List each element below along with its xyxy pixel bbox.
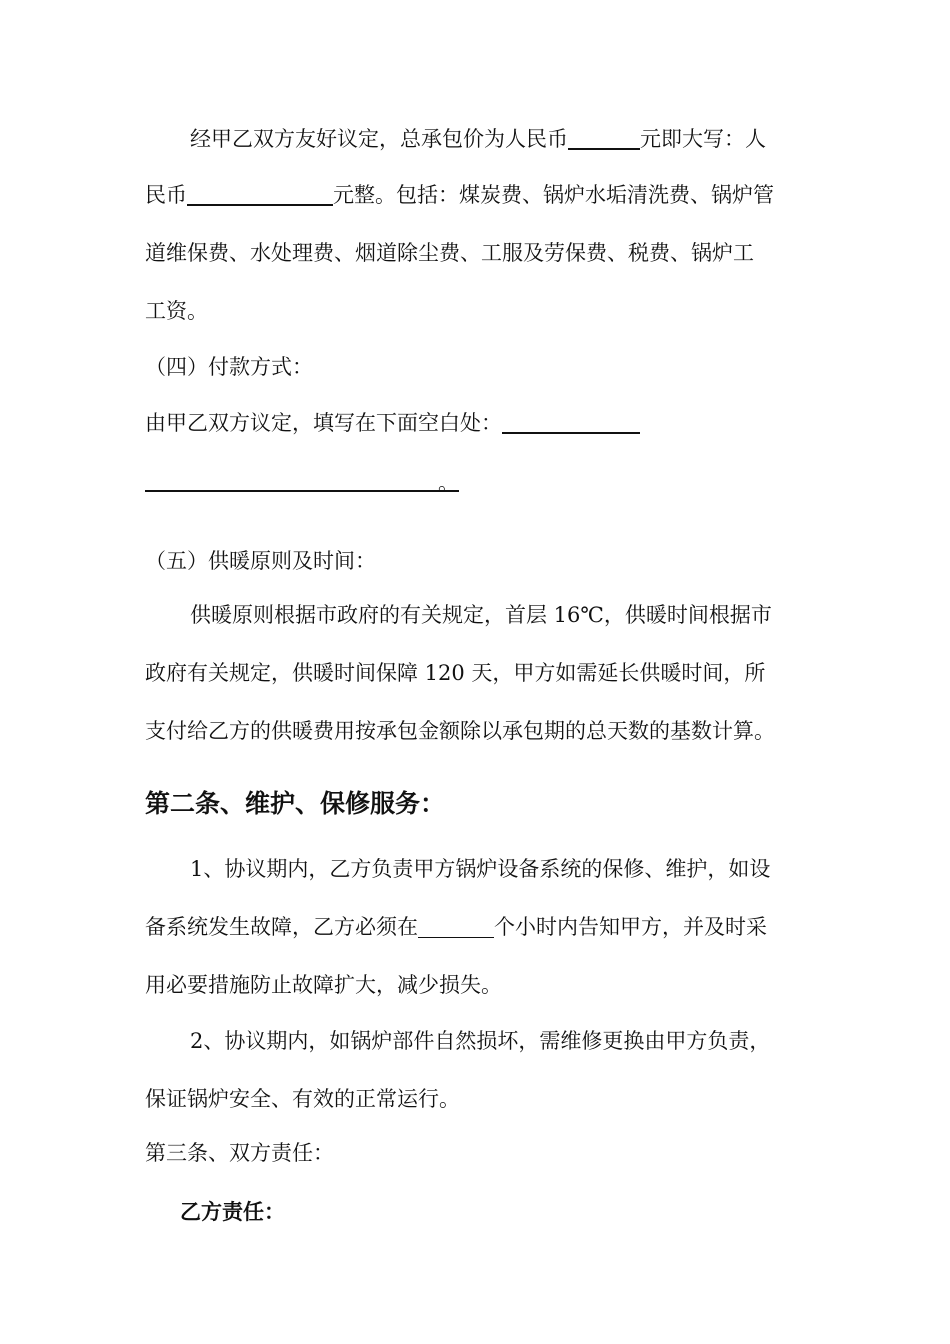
heating-line-1: 供暖原则根据市政府的有关规定，首层 16℃，供暖时间根据市 [190,603,772,627]
payment-heading: （四）付款方式： [145,355,313,379]
heating-line-3: 支付给乙方的供暖费用按承包金额除以承包期的总天数的基数计算。 [145,719,775,743]
article-2-item-1-line-2 [145,912,767,942]
article-2-title: 第二条、维护、保修服务： [145,789,446,818]
amount-words-blank[interactable] [187,182,333,206]
payment-line-2 [145,464,459,494]
price-line-4: 工资。 [145,299,208,323]
price-line-2 [145,180,774,210]
article-3-title: 第三条、双方责任： [145,1141,334,1165]
article-2-item-2-line-1: 2、协议期内，如锅炉部件自然损坏，需维修更换由甲方负责， [190,1029,771,1053]
payment-blank-1[interactable] [502,410,640,434]
price-text-2a: 民币 [145,183,187,207]
hours-blank[interactable] [418,915,494,938]
party-b-heading: 乙方责任： [180,1200,285,1224]
payment-blank-2[interactable] [145,468,459,495]
price-text-2b: 元整。包括：煤炭费、锅炉水垢清洗费、锅炉管 [333,183,774,207]
price-line-1 [190,124,766,154]
price-text-1a: 经甲乙双方友好议定，总承包价为人民币 [190,127,568,151]
price-line-3: 道维保费、水处理费、烟道除尘费、工服及劳保费、税费、锅炉工 [145,241,754,265]
article-2-item-2-line-2: 保证锅炉安全、有效的正常运行。 [145,1087,460,1111]
price-text-1b: 元即大写：人 [640,127,766,151]
article-2-text-2a: 备系统发生故障，乙方必须在 [145,915,418,939]
payment-end-mark: 。 [438,471,459,495]
heating-heading: （五）供暖原则及时间： [145,549,376,573]
article-2-item-1-line-3: 用必要措施防止故障扩大，减少损失。 [145,973,502,997]
article-2-item-1-line-1: 1、协议期内，乙方负责甲方锅炉设备系统的保修、维护，如设 [190,857,771,881]
heating-line-2: 政府有关规定，供暖时间保障 120 天，甲方如需延长供暖时间，所 [145,661,766,685]
amount-blank[interactable] [568,126,640,150]
payment-text: 由甲乙双方议定，填写在下面空白处： [145,411,502,435]
article-2-text-2b: 个小时内告知甲方，并及时采 [494,915,767,939]
payment-line-1 [145,408,640,438]
